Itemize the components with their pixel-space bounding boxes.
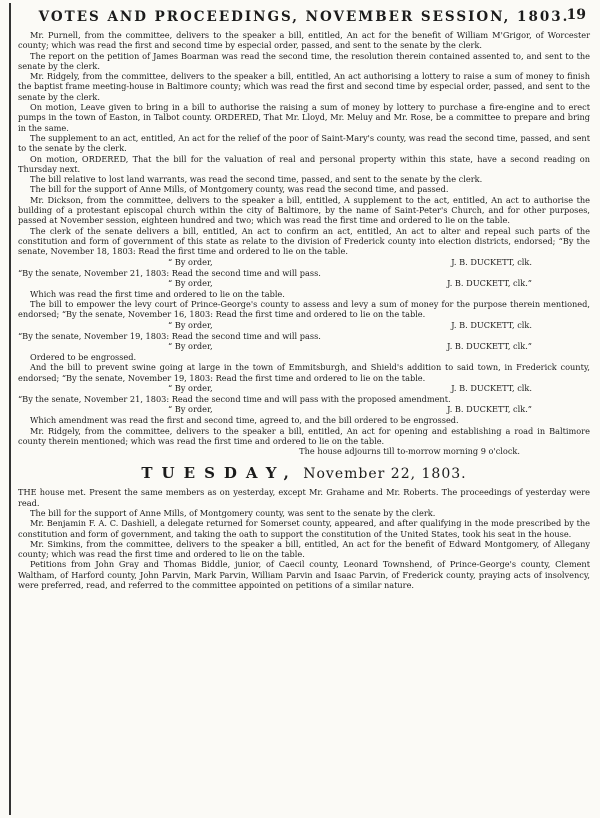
senate-endorsement: “By the senate, November 21, 1803: Read the second time and will pass. — [18, 267, 321, 278]
paragraph-land-warrants: The bill relative to lost land warrants, was read the second time, passed, and sent to the senate by the clerk. — [30, 174, 483, 185]
adjournment-line: The house adjourns till to-morrow morning 9 o'clock. — [299, 446, 520, 457]
by-order-label: “ By order, — [168, 341, 213, 352]
day-name: TUESDAY, — [141, 464, 298, 483]
by-order-label: “ By order, — [168, 319, 213, 330]
paragraph-saint-marys-poor: The supplement to an act, entitled, An act for the relief of the poor of Saint-Mary's county, was read the second time, passed, and sent to the senate by the clerk. — [18, 132, 590, 154]
clerk-signature: J. B. DUCKETT, clk.” — [447, 277, 532, 288]
paragraph-ridgely-lottery: Mr. Ridgely, from the committee, delivers to the speaker a bill, entitled, An act authorising a lottery to raise a sum of money to finish the baptist frame meeting-house in Baltimore county; which was read the first and second time by especial order, passed, and sent to the senate by the clerk. — [18, 71, 590, 102]
page-number: 19 — [566, 7, 586, 23]
senate-endorsement: “By the senate, November 19, 1803: Read the second time and will pass. — [18, 330, 321, 341]
document-page — [18, 6, 590, 590]
day-date: November 22, 1803. — [303, 466, 467, 483]
clerk-signature: J. B. DUCKETT, clk.” — [447, 404, 532, 415]
paragraph-ridgely-road: Mr. Ridgely, from the committee, delivers to the speaker a bill, entitled, An act for opening and establishing a road in Baltimore county therein mentioned; which was read the first time and ordered to lie on the table. — [18, 425, 590, 446]
paragraph-amendment: Which amendment was read the first and second time, agreed to, and the bill ordered to be engrossed. — [30, 415, 459, 426]
signature-line — [18, 257, 590, 268]
paragraph-prince-georges-levy: The bill to empower the levy court of Prince-George's county to assess and levy a sum of money for the purpose therein mentioned, endorsed; “By the senate, November 16, 1803: Read the first time and ordered to lie on the table. — [18, 299, 590, 320]
paragraph-lie-on-table: Which was read the first time and ordered to lie on the table. — [30, 288, 285, 299]
signature-line — [18, 383, 590, 394]
clerk-signature: J. B. DUCKETT, clk. — [451, 319, 532, 330]
paragraph-anne-mills: The bill for the support of Anne Mills, of Montgomery county, was read the second time, and passed. — [30, 184, 449, 195]
senate-endorsement: “By the senate, November 21, 1803: Read the second time and will pass with the proposed amendment. — [18, 393, 451, 404]
signature-line — [18, 341, 590, 352]
signature-line — [18, 320, 590, 331]
paragraph-boarman-report: The report on the petition of James Boarman was read the second time, the resolution therein contained assented to, and sent to the senate by the clerk. — [18, 50, 590, 71]
paragraph-swine-bill: And the bill to prevent swine going at large in the town of Emmitsburgh, and Shield's addition to said town, in Frederick county, endorsed; “By the senate, November 19, 1803: Read the first time and ordered to lie on the table. — [18, 362, 590, 383]
paragraph-purnell-bill: Mr. Purnell, from the committee, delivers to the speaker a bill, entitled, An act for the benefit of William M'Grigor, of Worcester county; which was read the first and second time by especial order, passed, and sent to the senate by the clerk. — [18, 30, 590, 51]
paragraph-valuation-order: On motion, ORDERED, That the bill for the valuation of real and personal property within this state, have a second reading on Thursday next. — [18, 153, 590, 174]
paragraph-anne-mills-sent: The bill for the support of Anne Mills, of Montgomery county, was sent to the senate by the clerk. — [30, 507, 436, 518]
day-heading — [18, 464, 590, 482]
paragraph-dashiell-seat: Mr. Benjamin F. A. C. Dashiell, a delegate returned for Somerset county, appeared, and after qualifying in the mode prescribed by the constitution and form of government, and taking the oath to support the constitution of the United States, took his seat in the house. — [18, 518, 590, 539]
paragraph-simkins-bill: Mr. Simkins, from the committee, delivers to the speaker a bill, entitled, An act for the benefit of Edward Montgomery, of Allegany county; which was read the first time and ordered to lie on the table. — [18, 538, 590, 560]
clerk-signature: J. B. DUCKETT, clk. — [451, 382, 532, 393]
paragraph-engrossed: Ordered to be engrossed. — [30, 352, 137, 363]
signature-line — [18, 278, 590, 289]
paragraph-frederick-districts: The clerk of the senate delivers a bill, entitled, An act to confirm an act, entitled, An act to alter and repeal such parts of the constitution and form of government of this state as relate to the division of Frederick county into election districts, endorsed; “By the senate, November 18, 1803: Read the first time and ordered to lie on the table. — [18, 225, 590, 257]
signature-line — [18, 404, 590, 415]
by-order-label: “ By order, — [168, 382, 213, 393]
clerk-signature: J. B. DUCKETT, clk.” — [447, 341, 532, 352]
paragraph-insolvency-petitions: Petitions from John Gray and Thomas Biddle, junior, of Caecil county, Leonard Townshend, of Prince-George's county, Clement Waltham, of Harford county, John Parvin, Mark Parvin, William Parvin and Isaac Parvin, of Frederick county, praying acts of insolvency, were preferred, read, and referred to the committee appointed on petitions of a similar nature. — [18, 559, 590, 591]
margin-rule — [9, 3, 11, 815]
paragraph-house-met: THE house met. Present the same members as on yesterday, except Mr. Grahame and Mr. Roberts. The proceedings of yesterday were read. — [18, 487, 590, 508]
by-order-label: “ By order, — [168, 277, 213, 288]
by-order-label: “ By order, — [168, 404, 213, 415]
page-title: VOTES AND PROCEEDINGS, NOVEMBER SESSION, 1803. — [38, 9, 570, 25]
paragraph-dickson-church: Mr. Dickson, from the committee, delivers to the speaker a bill, entitled, A supplement to the act, entitled, An act to authorise the building of a protestant episcopal church within the city of Baltimore, by the name of Saint-Peter's Church, and for other purposes, passed at November session, eighteen hundred and two; which was read the first time and ordered to lie on the table. — [18, 194, 590, 226]
clerk-signature: J. B. DUCKETT, clk. — [451, 256, 532, 267]
by-order-label: “ By order, — [168, 256, 213, 267]
page-header — [18, 6, 590, 30]
paragraph-fire-engine-motion: On motion, Leave given to bring in a bill to authorise the raising a sum of money by lottery to purchase a fire-engine and to erect pumps in the town of Easton, in Talbot county. ORDERED, That Mr. Lloyd, Mr. Meluy and Mr. Rose, be a committee to prepare and bring in the same. — [18, 102, 590, 133]
